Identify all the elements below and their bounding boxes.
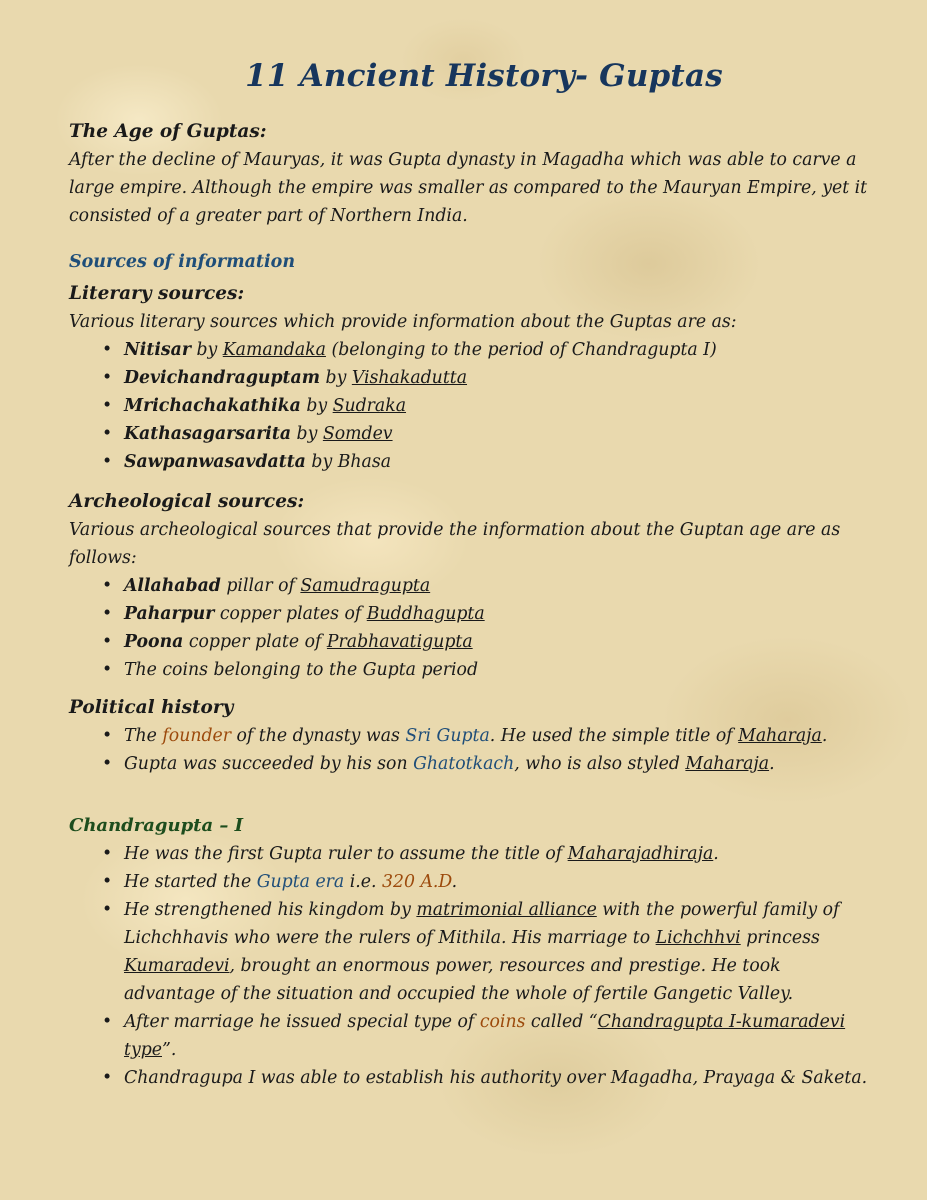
by-text: by xyxy=(190,340,223,360)
list-item xyxy=(124,896,899,1008)
work-title: Mrichachakathika xyxy=(124,396,301,416)
highlight-text: Sri Gupta xyxy=(405,726,490,746)
list-item xyxy=(124,392,899,420)
archeological-heading: Archeological sources: xyxy=(69,491,305,512)
list-item xyxy=(124,840,899,868)
list-item xyxy=(124,1064,899,1092)
page-title: 11 Ancient History- Guptas xyxy=(245,58,723,94)
underlined-text: Chandragupta I-kumaradevi type xyxy=(124,1012,846,1060)
underlined-text: Lichchhvi xyxy=(655,928,741,948)
list-item xyxy=(124,656,899,684)
list-item xyxy=(124,448,899,476)
author-name: Sudraka xyxy=(332,396,407,416)
list-item xyxy=(124,722,899,750)
archeological-list xyxy=(69,572,899,684)
list-item xyxy=(124,336,899,364)
text: , brought an enormous power, resources and prestige. He took advantage of the situation and occupied the whole of fertile Gangetic Valley. xyxy=(124,956,794,1004)
intro-section xyxy=(69,118,899,230)
chandragupta-section xyxy=(69,812,899,1092)
list-item xyxy=(124,364,899,392)
highlight-text: coins xyxy=(479,1012,526,1032)
list-item xyxy=(124,1008,899,1064)
item-text: pillar of xyxy=(220,576,301,596)
list-item xyxy=(124,750,899,778)
underlined-text: matrimonial alliance xyxy=(416,900,597,920)
literary-list xyxy=(69,336,899,476)
by-text: by xyxy=(320,368,352,388)
item-text: copper plates of xyxy=(214,604,367,624)
literary-intro: Various literary sources which provide information about the Guptas are as: xyxy=(69,312,737,332)
text: . xyxy=(451,872,458,892)
author-name: Kamandaka xyxy=(222,340,326,360)
text: After marriage he issued special type of xyxy=(124,1012,480,1032)
highlight-text: 320 A.D xyxy=(381,872,452,892)
author-name: Somdev xyxy=(322,424,393,444)
underlined-text: Maharaja xyxy=(685,754,770,774)
text: ”. xyxy=(162,1040,177,1060)
underlined-text: Kumaradevi xyxy=(124,956,230,976)
text: . He used the simple title of xyxy=(489,726,739,746)
chandragupta-list xyxy=(69,840,899,1092)
text: , who is also styled xyxy=(514,754,686,774)
text: i.e. xyxy=(344,872,382,892)
sources-heading: Sources of information xyxy=(69,252,296,272)
text: He started the xyxy=(124,872,257,892)
text: . xyxy=(769,754,775,774)
text: princess xyxy=(740,928,820,948)
ruler-name: Buddhagupta xyxy=(366,604,485,624)
political-heading: Political history xyxy=(69,697,234,718)
text: Gupta was succeeded by his son xyxy=(124,754,414,774)
document-page xyxy=(69,58,899,1092)
work-title: Kathasagarsarita xyxy=(124,424,292,444)
text: He was the first Gupta ruler to assume the title of xyxy=(124,844,568,864)
author-name: Vishakadutta xyxy=(351,368,468,388)
note-text: (belonging to the period of Chandragupta I) xyxy=(325,340,717,360)
item-text: The coins belonging to the Gupta period xyxy=(124,660,479,680)
highlight-text: founder xyxy=(162,726,232,746)
text: He strengthened his kingdom by xyxy=(124,900,417,920)
intro-heading: The Age of Guptas: xyxy=(69,121,267,142)
sources-section xyxy=(69,248,899,684)
underlined-text: Maharaja xyxy=(738,726,822,746)
text: The xyxy=(124,726,163,746)
work-title: Devichandraguptam xyxy=(124,368,321,388)
by-text: by Bhasa xyxy=(305,452,392,472)
list-item xyxy=(124,628,899,656)
highlight-text: Gupta era xyxy=(256,872,345,892)
text: . xyxy=(713,844,719,864)
political-section xyxy=(69,694,899,778)
chandragupta-heading: Chandragupta – I xyxy=(69,815,244,836)
list-item xyxy=(124,572,899,600)
intro-paragraph: After the decline of Mauryas, it was Gupta dynasty in Magadha which was able to carve a large empire. Although the empire was smaller as compared to the Mauryan Empire, yet it consisted of a greater part of Northern India. xyxy=(69,150,868,226)
ruler-name: Prabhavatigupta xyxy=(326,632,473,652)
work-title: Nitisar xyxy=(124,340,191,360)
site-name: Poona xyxy=(124,632,184,652)
highlight-text: Ghatotkach xyxy=(413,754,515,774)
literary-heading: Literary sources: xyxy=(69,283,245,304)
text: of the dynasty was xyxy=(231,726,406,746)
site-name: Paharpur xyxy=(124,604,215,624)
site-name: Allahabad xyxy=(124,576,221,596)
by-text: by xyxy=(300,396,333,416)
list-item xyxy=(124,600,899,628)
text: with the powerful family of Lichchhavis who were the rulers of Mithila. His marriage to xyxy=(124,900,840,948)
underlined-text: Maharajadhiraja xyxy=(567,844,714,864)
list-item xyxy=(124,420,899,448)
text: Chandragupa I was able to establish his authority over Magadha, Prayaga & Saketa. xyxy=(124,1068,868,1088)
political-list xyxy=(69,722,899,778)
text: . xyxy=(821,726,828,746)
work-title: Sawpanwasavdatta xyxy=(124,452,306,472)
text: called “ xyxy=(525,1012,598,1032)
ruler-name: Samudragupta xyxy=(300,576,431,596)
by-text: by xyxy=(291,424,323,444)
item-text: copper plate of xyxy=(183,632,327,652)
archeological-intro: Various archeological sources that provide the information about the Guptan age are as follows: xyxy=(69,520,841,568)
list-item xyxy=(124,868,899,896)
